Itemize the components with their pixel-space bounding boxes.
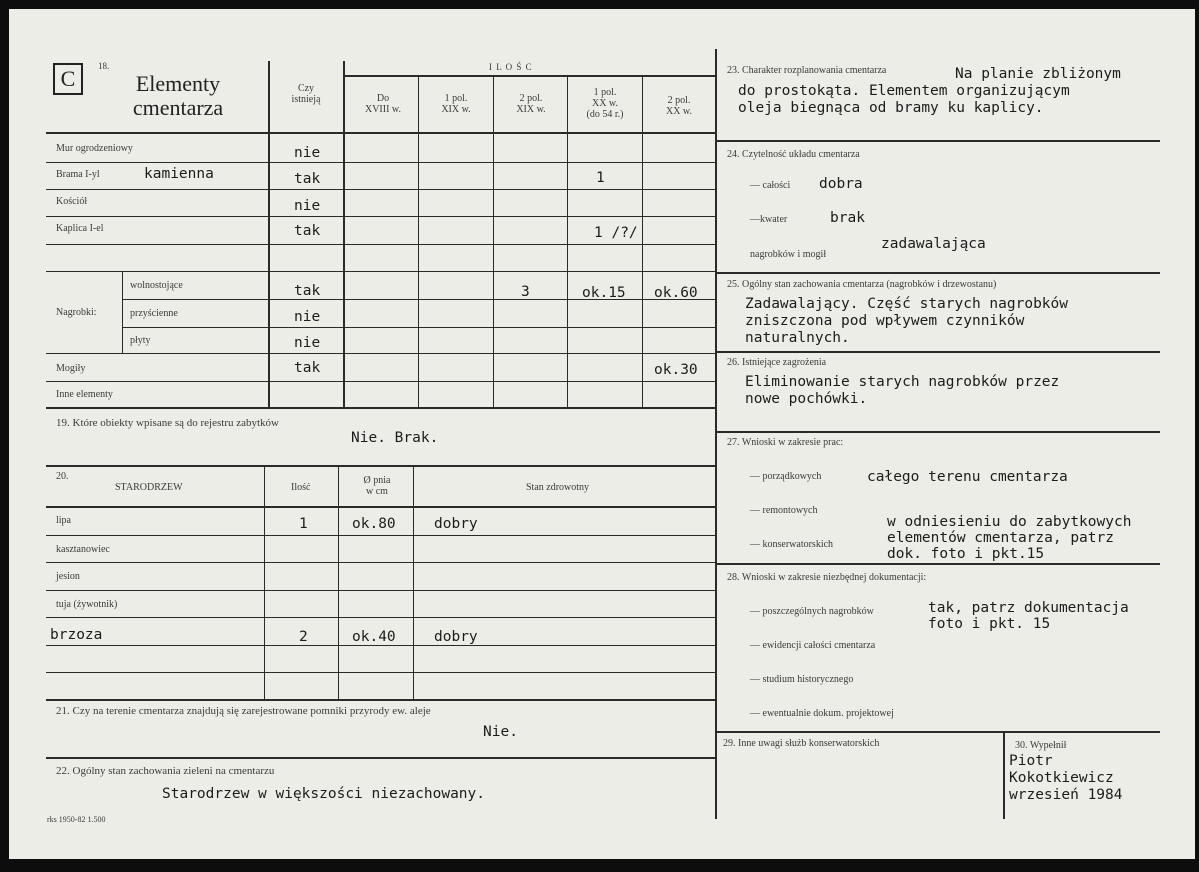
section-25-line1: Zadawalający. Część starych nagrobków: [745, 296, 1069, 312]
filled-by-last-name: Kokotkiewicz: [1009, 770, 1114, 786]
tree-qty-brzoza: 2: [299, 629, 308, 645]
row-value-mur: nie: [294, 145, 321, 161]
row-value-mogily: tak: [294, 360, 321, 376]
section-26-label: 26. Istniejące zagrożenia: [727, 357, 827, 368]
section-25-line3: naturalnych.: [745, 330, 850, 346]
col-header-1pol-xix: 1 pol. XIX w.: [441, 93, 471, 115]
section-27-porz-label: — porządkowych: [750, 471, 822, 482]
col-header-1pol-xx: 1 pol. XX w. (do 54 r.): [586, 87, 624, 120]
row-qty4-wolnostojace: ok.15: [582, 285, 626, 301]
section-23-line3: oleja biegnąca od bramy ku kaplicy.: [738, 100, 1044, 116]
col-header-stan: Stan zdrowotny: [526, 482, 590, 493]
filled-by-date: wrzesień 1984: [1009, 787, 1123, 803]
row-label-brama: Brama I-yl: [56, 169, 100, 180]
cemetery-record-card: [9, 9, 1195, 859]
section-22-value: Starodrzew w większości niezachowany.: [162, 786, 486, 802]
section-23-line1: Na planie zbliżonym: [955, 66, 1121, 82]
row-label-plyty: płyty: [130, 335, 151, 346]
row-value-kaplica: tak: [294, 223, 321, 239]
col-header-2pol-xx: 2 pol. XX w.: [665, 95, 692, 117]
col-header-starodrzew: STARODRZEW: [115, 482, 183, 493]
tree-name-tuja: tuja (żywotnik): [56, 599, 118, 610]
section-24-label: 24. Czytelność układu cmentarza: [727, 149, 860, 160]
row-qty-kaplica: 1 /?/: [594, 225, 638, 241]
section-24-nagrobkow-value: zadawalająca: [881, 236, 986, 252]
tree-name-jesion: jesion: [56, 571, 80, 582]
row-qty3-wolnostojace: 3: [521, 284, 530, 300]
tree-name-kasztanowiec: kasztanowiec: [56, 544, 110, 555]
section-27-kons-line2: elementów cmentarza, patrz: [887, 530, 1114, 546]
section-30-label: 30. Wypełnił: [1015, 740, 1067, 751]
section-25-label: 25. Ogólny stan zachowania cmentarza (nagrobków i drzewostanu): [727, 279, 997, 290]
section-27-label: 27. Wnioski w zakresie prac:: [727, 437, 844, 448]
section-29-label: 29. Inne uwagi służb konserwatorskich: [723, 738, 880, 749]
section-18-number: 18.: [98, 61, 110, 71]
category-code-box: C: [53, 63, 83, 95]
row-label-inne: Inne elementy: [56, 389, 113, 400]
section-22-label: 22. Ogólny stan zachowania zieleni na cmentarzu: [56, 765, 275, 777]
tree-pien-brzoza: ok.40: [352, 629, 396, 645]
section-24-kwater-label: —kwater: [750, 214, 788, 225]
col-header-2pol-xix: 2 pol. XIX w.: [516, 93, 546, 115]
section-28-posz-label: — poszczególnych nagrobków: [750, 606, 874, 617]
row-value-przyscienne: nie: [294, 309, 321, 325]
section-23-label: 23. Charakter rozplanowania cmentarza: [727, 65, 887, 76]
row-label-kosciol: Kościół: [56, 196, 88, 207]
tree-name-lipa: lipa: [56, 515, 71, 526]
row-qty-brama: 1: [596, 170, 605, 186]
row-label-kaplica: Kaplica I-el: [56, 223, 104, 234]
row-value-wolnostojace: tak: [294, 283, 321, 299]
section-20-number: 20.: [56, 471, 69, 482]
section-27-porz-value: całego terenu cmentarza: [867, 469, 1068, 485]
section-26-line2: nowe pochówki.: [745, 391, 868, 407]
section-21-value: Nie.: [483, 724, 518, 740]
section-28-label: 28. Wnioski w zakresie niezbędnej dokumentacji:: [727, 572, 927, 583]
row-value-brama: tak: [294, 171, 321, 187]
col-header-xviii: Do XVIII w.: [364, 93, 401, 115]
tree-name-brzoza: brzoza: [50, 627, 103, 643]
section-27-kons-line1: w odniesieniu do zabytkowych: [887, 514, 1132, 530]
section-28-posz-line1: tak, patrz dokumentacja: [928, 600, 1129, 616]
row-value-plyty: nie: [294, 335, 321, 351]
section-23-line2: do prostokąta. Elementem organizującym: [738, 83, 1070, 99]
section-26-line1: Eliminowanie starych nagrobków przez: [745, 374, 1060, 390]
section-28-stud-label: — studium historycznego: [750, 674, 854, 685]
row-label-przyscienne: przyścienne: [130, 308, 178, 319]
row-qty5-mogily: ok.30: [654, 362, 698, 378]
row-desc-brama: kamienna: [144, 166, 214, 182]
tree-pien-lipa: ok.80: [352, 516, 396, 532]
section-24-nagrobkow-label: nagrobków i mogił: [750, 249, 827, 260]
section-28-ewid-label: — ewidencji całości cmentarza: [750, 640, 876, 651]
tree-qty-lipa: 1: [299, 516, 308, 532]
section-21-label: 21. Czy na terenie cmentarza znajdują się zarejestrowane pomniki przyrody ew. aleje: [56, 705, 431, 717]
row-value-kosciol: nie: [294, 198, 321, 214]
row-label-mogily: Mogiły: [56, 363, 86, 374]
section-19-value: Nie. Brak.: [351, 430, 439, 446]
filled-by-first-name: Piotr: [1009, 753, 1053, 769]
col-header-istnieja: Czy istnieją: [291, 83, 321, 105]
section-24-calosci-value: dobra: [819, 176, 863, 192]
section-27-rem-label: — remontowych: [750, 505, 818, 516]
tree-stan-brzoza: dobry: [434, 629, 478, 645]
section-24-kwater-value: brak: [830, 210, 865, 226]
tree-stan-lipa: dobry: [434, 516, 478, 532]
section-24-calosci-label: — całości: [750, 180, 791, 191]
section-19-label: 19. Które obiekty wpisane są do rejestru zabytków: [56, 417, 279, 429]
section-28-posz-line2: foto i pkt. 15: [928, 616, 1051, 632]
section-25-line2: zniszczona pod wpływem czynników: [745, 313, 1025, 329]
col-header-pien: Ø pnia w cm: [363, 475, 391, 497]
col-header-ilosc: I L O Ś C: [489, 62, 533, 72]
section-18-title: Elementy cmentarza: [132, 71, 224, 120]
col-header-ilosc-drzew: Ilość: [291, 482, 311, 493]
section-28-ewent-label: — ewentualnie dokum. projektowej: [750, 708, 894, 719]
row-label-mur: Mur ogrodzeniowy: [56, 143, 133, 154]
row-label-wolnostojace: wolnostojące: [130, 280, 183, 291]
row-qty5-wolnostojace: ok.60: [654, 285, 698, 301]
section-27-kons-label: — konserwatorskich: [750, 539, 834, 550]
row-label-nagrobki: Nagrobki:: [56, 307, 97, 318]
print-code: rks 1950-82 1.500: [47, 815, 106, 824]
section-27-kons-line3: dok. foto i pkt.15: [887, 546, 1045, 562]
